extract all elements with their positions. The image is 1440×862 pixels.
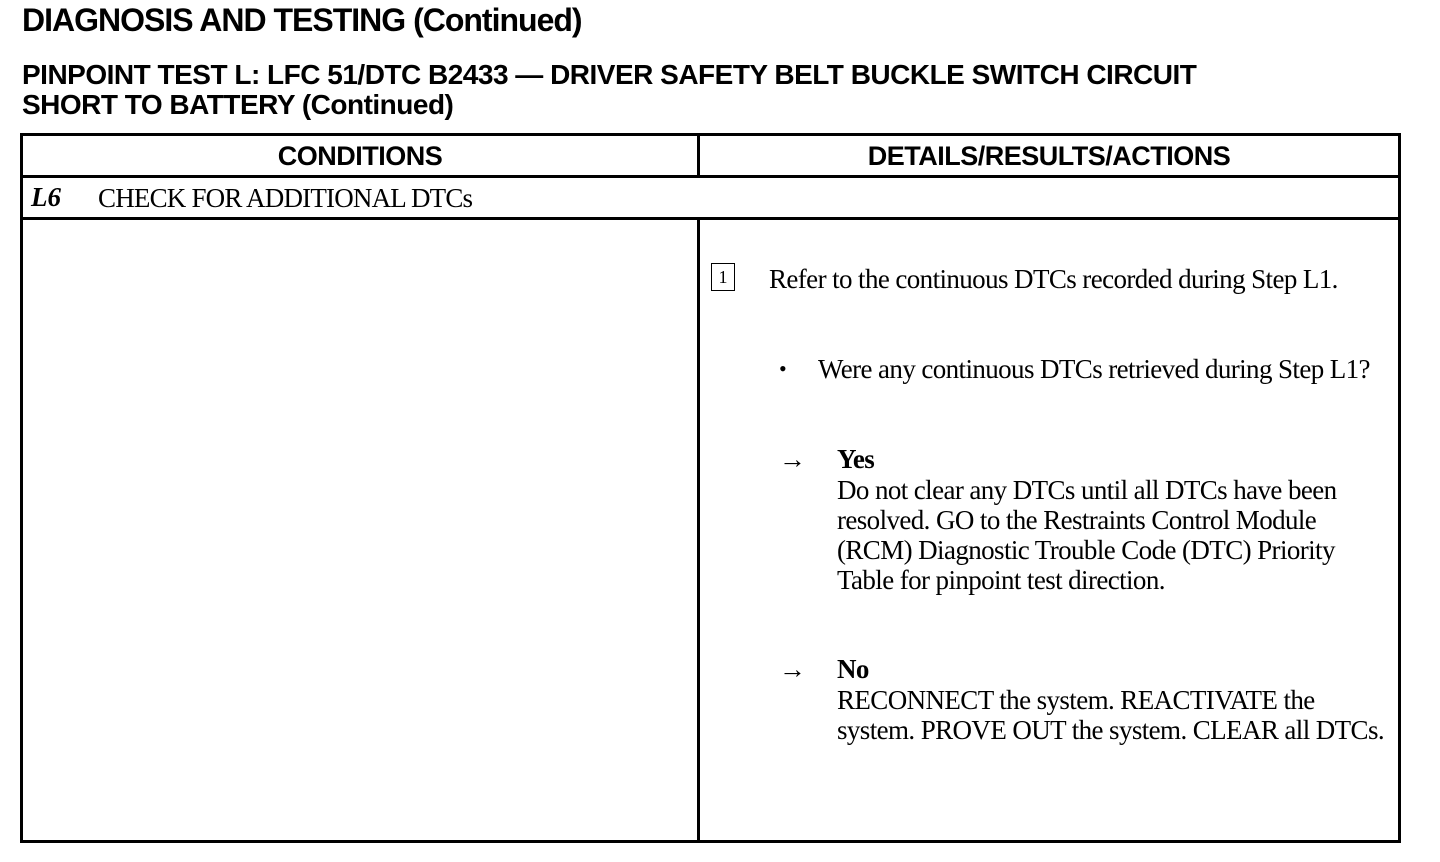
step-number-box: 1 [711,263,735,291]
page-title: DIAGNOSIS AND TESTING (Continued) [22,2,582,38]
step-title-row [23,178,1398,220]
yes-label: Yes [837,444,875,474]
pinpoint-test-title-line1: PINPOINT TEST L: LFC 51/DTC B2433 — DRIVER SAFETY BELT BUCKLE SWITCH CIRCUIT [22,59,1197,90]
arrow-right-icon: → [779,444,806,474]
arrow-right-icon: → [779,654,806,684]
pinpoint-test-table [20,133,1401,843]
step-id: L6 [31,182,61,212]
bullet-icon: • [779,356,787,381]
details-column-header: DETAILS/RESULTS/ACTIONS [867,141,1231,171]
step-title: CHECK FOR ADDITIONAL DTCs [98,183,473,213]
conditions-column-header: CONDITIONS [23,136,700,175]
step-instruction: Refer to the continuous DTCs recorded during Step L1. [769,264,1338,294]
table-header-row [23,136,1398,178]
details-cell [700,220,1398,840]
pinpoint-test-title-line2: SHORT TO BATTERY (Continued) [22,89,454,120]
yes-action-text: Do not clear any DTCs until all DTCs have been resolved. GO to the Restraints Control Module (RCM) Diagnostic Trouble Code (DTC) Priority Table for pinpoint test direction. [837,475,1337,595]
step-question: Were any continuous DTCs retrieved during Step L1? [818,354,1370,384]
no-label: No [837,654,869,684]
pinpoint-test-title [22,60,1196,120]
no-action-text: RECONNECT the system. REACTIVATE the system. PROVE OUT the system. CLEAR all DTCs. [837,685,1385,745]
